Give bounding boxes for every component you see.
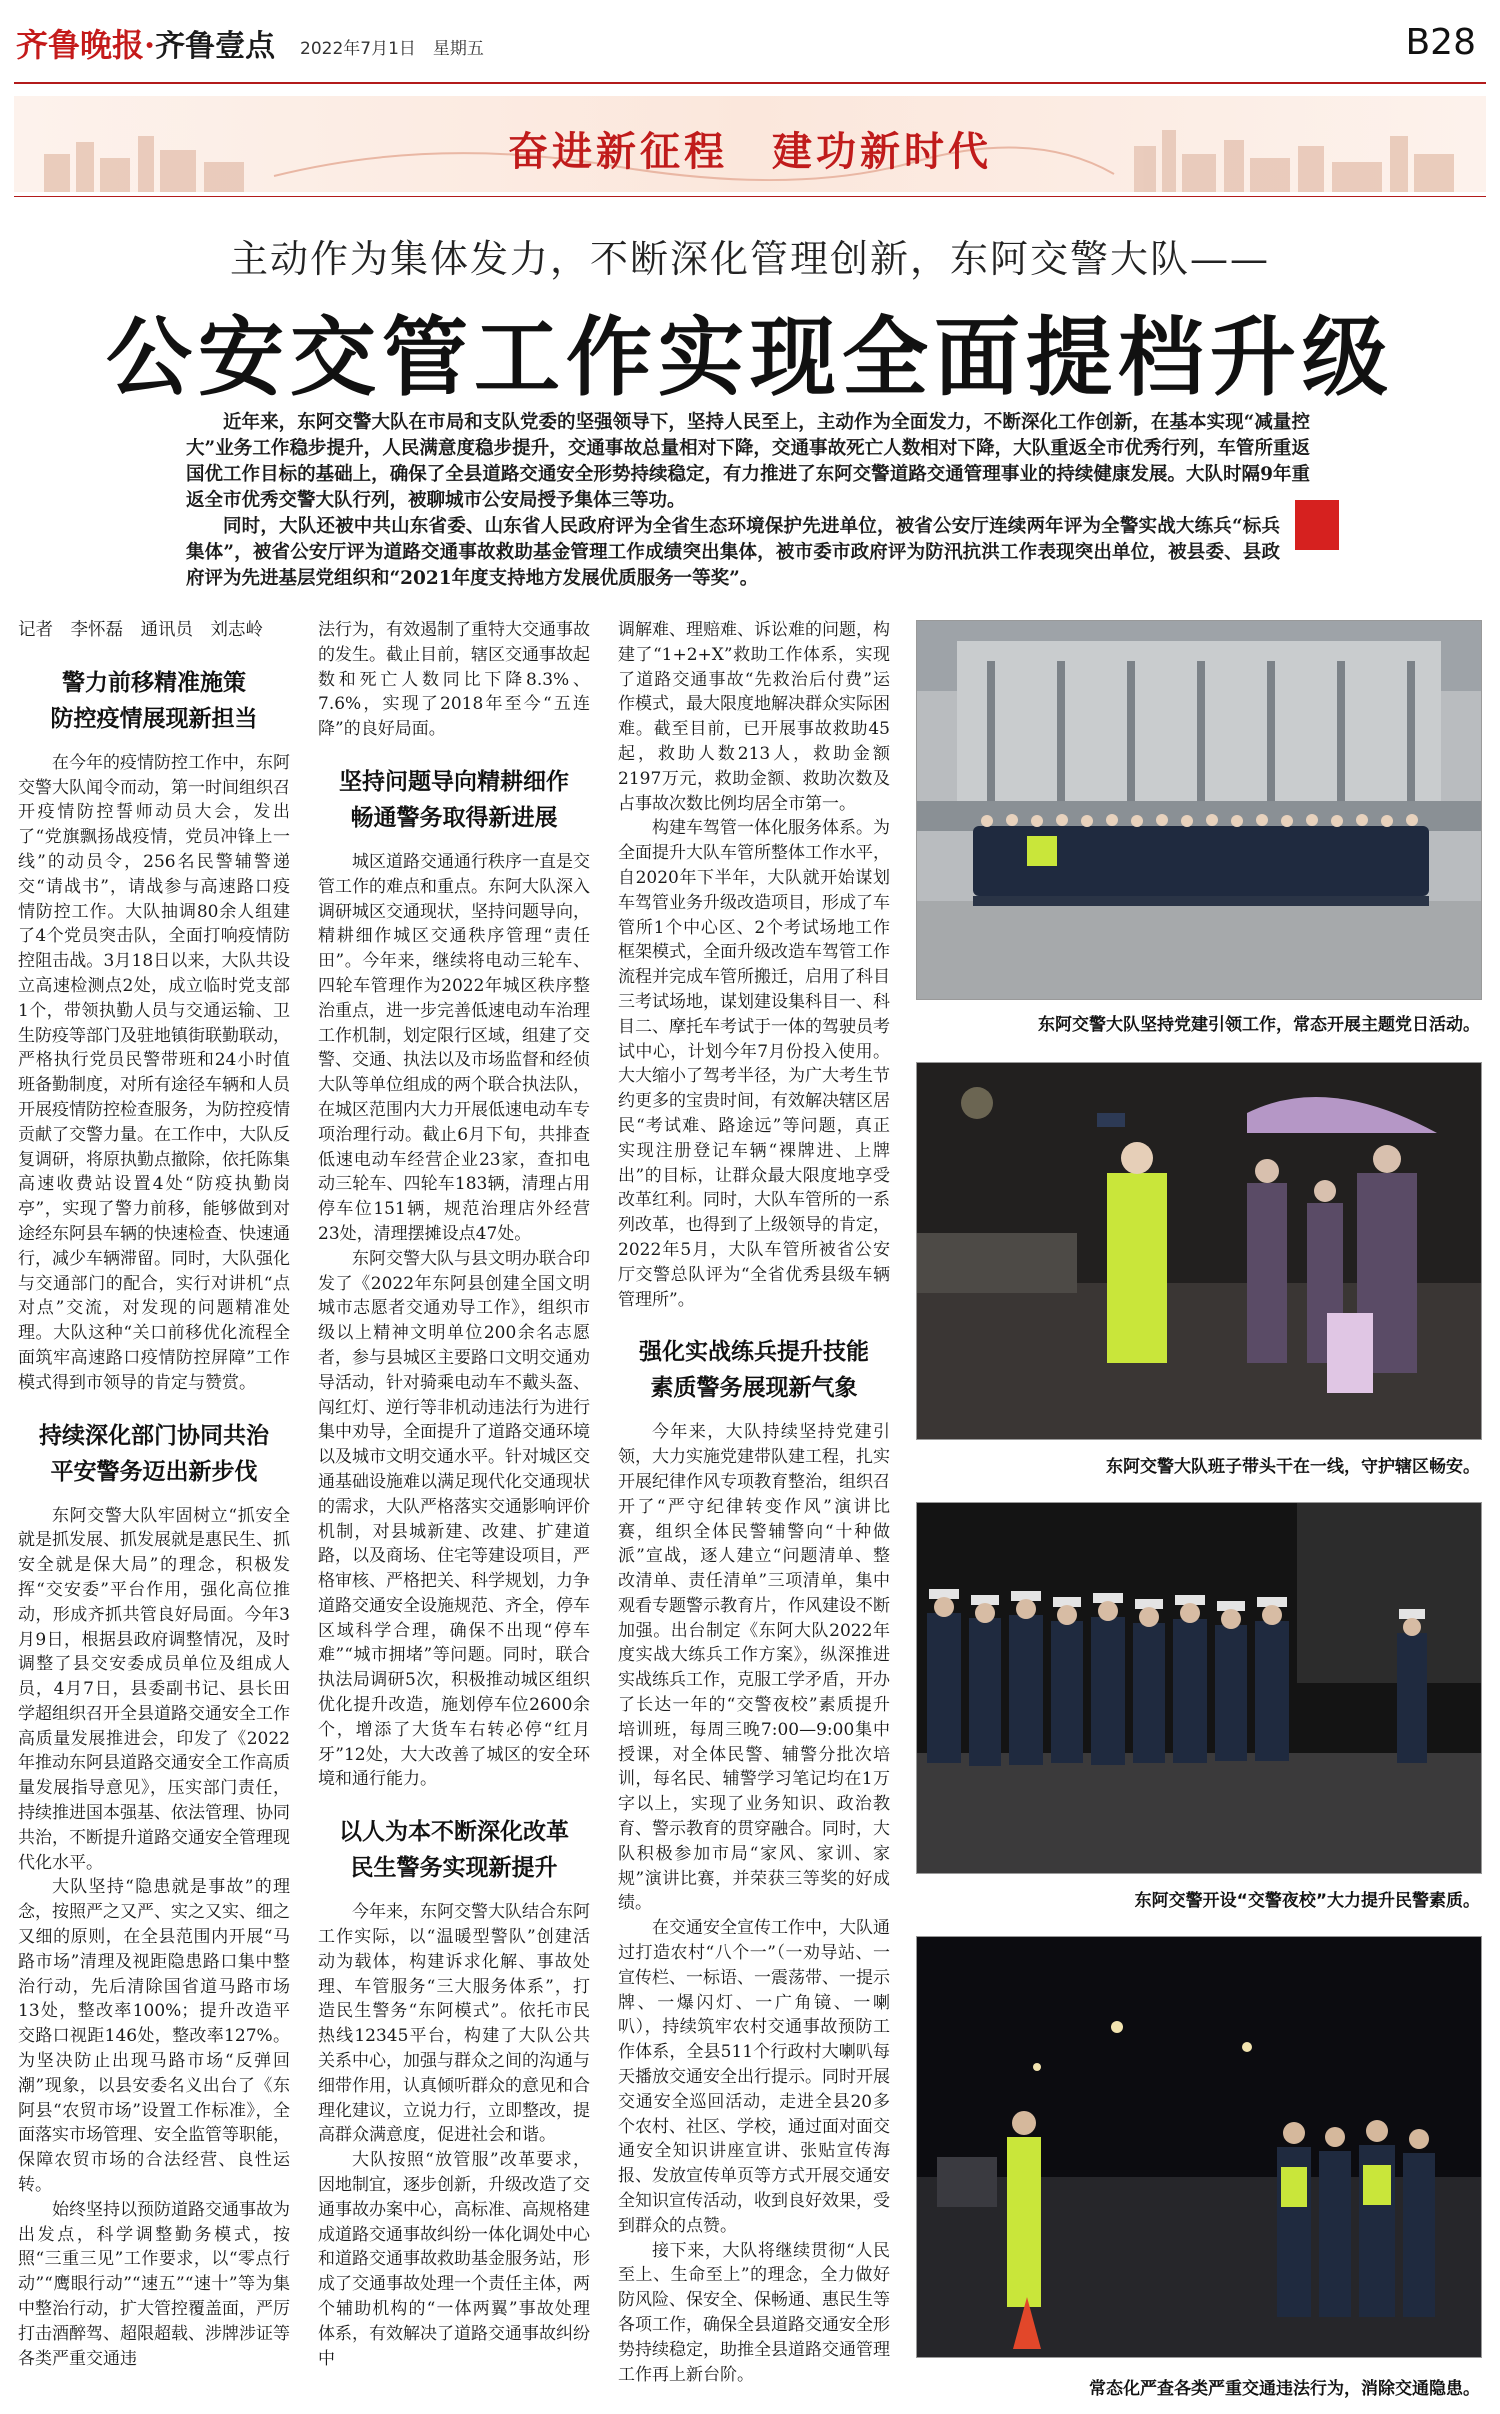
body-paragraph: 今年来，大队持续坚持党建引领，大力实施党建带队建工程，扎实开展纪律作风专项教育整治，组织召开了“严守纪律转变作风”演讲比赛，组织全体民警辅警向“十种做派”宣战，逐人建立“问题清单、整改清单、责任清单”三项清单，集中观看专题警示教育片，作风建设不断加强。出台制定《东阿大队2022年度实战大练兵工作方案》，纵深推进实战练兵工作，克服工学矛盾，开办了长达一年的“交警夜校”素质提升培训班，每周三晚7:00—9:00集中授课，对全体民警、辅警分批次培训，每名民、辅警学习笔记均在1万字以上，实现了业务知识、政治教育、警示教育的贯穿融合。同时，大队积极参加市局“家风、家训、家规”演讲比赛，并荣获三等奖的好成绩。 (618, 1422, 890, 1914)
article-column-2 (318, 618, 590, 2371)
photo-enforcement-image (917, 1937, 1481, 2357)
section-subhead-line: 强化实战练兵提升技能 (639, 1338, 869, 1366)
section-subhead (318, 1814, 590, 1886)
section-subhead-line: 畅通警务取得新进展 (350, 803, 558, 831)
byline: 记者 李怀磊 通讯员 刘志岭 (18, 620, 263, 640)
body-paragraph: 东阿交警大队与县文明办联合印发了《2022年东阿县创建全国文明城市志愿者交通劝导工作》，组织市级以上精神文明单位200余名志愿者，参与县城区主要路口文明交通劝导活动，针对骑乘电动车不戴头盔、闯红灯、逆行等非机动违法行为进行集中劝导，全面提升了道路交通环境以及城市文明交通水平。针对城区交通基础设施难以满足现代化交通现状的需求，大队严格落实交通影响评价机制，对县城新建、改建、扩建道路，以及商场、住宅等建设项目，严格审核、严格把关、科学规划，力争道路交通安全设施规范、齐全，停车区域科学合理，确保不出现“停车难”“城市拥堵”等问题。同时，联合执法局调研5次，积极推动城区组织优化提升改造，施划停车位2600余个，增添了大货车右转必停“红月牙”12处，大大改善了城区的安全环境和通行能力。 (318, 1248, 590, 1790)
body-paragraph: 始终坚持以预防道路交通事故为出发点，科学调整勤务模式，按照“三重三见”工作要求，以“零点行动”“鹰眼行动”“速五”“速十”等为集中整治行动，扩大管控覆盖面，严厉打击酒醉驾、超限超载、涉牌涉证等各类严重交通违 (18, 2199, 290, 2369)
caption-night-school: 东阿交警开设“交警夜校”大力提升民警素质。 (1134, 1891, 1480, 1911)
section-subhead-line: 以人为本不断深化改革 (339, 1818, 569, 1846)
lead-paragraph-2: 同时，大队还被中共山东省委、山东省人民政府评为全省生态环境保护先进单位，被省公安厅连续两年评为全警实战大练兵“标兵集体”，被省公安厅评为道路交通事故救助基金管理工作成绩突出集体，被市委市政府评为防汛抗洪工作表现突出单位，被县委、县政府评为先进基层党组织和“2021年度支持地方发展优质服务一等奖”。 (186, 516, 1280, 589)
body-paragraph: 今年来，东阿交警大队结合东阿工作实际，以“温暖型警队”创建活动为载体，构建诉求化解、事故处理、车管服务“三大服务体系”，打造民生警务“东阿模式”。依托市民热线12345平台，构建了大队公共关系中心，加强与群众之间的沟通与细带作用，认真倾听群众的意见和合理化建议，立说力行，立即整改，提高群众满意度，促进社会和谐。 (318, 1902, 590, 2146)
section-subhead-line: 防控疫情展现新担当 (50, 704, 258, 732)
body-paragraph: 大队按照“放管服”改革要求，因地制宜，逐步创新，升级改造了交通事故办案中心，高标准、高规格建成道路交通事故纠纷一体化调处中心和道路交通事故救助基金服务站，形成了交通事故处理一个责任主体，两个辅助机构的“一体两翼”事故处理体系，有效解决了道路交通事故纠纷中 (318, 2150, 590, 2369)
photo-night-guard (916, 1062, 1482, 1440)
slogan-banner (14, 96, 1486, 192)
paper-name: 齐鲁晚报 (16, 26, 145, 64)
logo-separator: · (144, 26, 156, 64)
section-subhead (18, 1418, 290, 1490)
section-subhead-line: 民生警务实现新提升 (350, 1854, 558, 1882)
body-paragraph: 法行为，有效遏制了重特大交通事故的发生。截止目前，辖区交通事故起数和死亡人数同比下降8.3%、7.6%，实现了2018年至今“五连降”的良好局面。 (318, 620, 590, 740)
article-column-3 (618, 618, 890, 2387)
section-subhead-line: 素质警务展现新气象 (650, 1374, 858, 1402)
page-number: B28 (1405, 22, 1476, 63)
body-paragraph: 接下来，大队将继续贯彻“人民至上、生命至上”的理念，全力做好防风险、保安全、保畅通、惠民生等各项工作，确保全县道路交通安全形势持续稳定，助推全县道路交通管理工作再上新台阶。 (618, 2240, 890, 2385)
section-subhead (318, 764, 590, 836)
body-paragraph: 城区道路交通通行秩序一直是交管工作的难点和重点。东阿大队深入调研城区交通现状，坚持问题导向，精耕细作城区交通秩序管理“责任田”。今年来，继续将电动三轮车、四轮车管理作为2022年城区秩序整治重点，进一步完善低速电动车治理工作机制，划定限行区域，组建了交警、交通、执法以及市场监督和经侦大队等单位组成的两个联合执法队，在城区范围内大力开展低速电动车专项治理行动。截止6月下旬，共排查低速电动车经营企业23家，查扣电动三轮车、四轮车183辆，清理占用停车位151辆，规范治理店外经营23处，清理摆摊设点47处。 (318, 851, 590, 1244)
section-subhead-line: 持续深化部门协同共治 (39, 1421, 269, 1449)
body-paragraph: 在今年的疫情防控工作中，东阿交警大队闻令而动，第一时间组织召开疫情防控誓师动员大会，发出了“党旗飘扬战疫情，党员冲锋上一线”的动员令，256名民警辅警递交“请战书”，请战参与高速路口疫情防控工作。大队抽调80余人组建了4个党员突击队，全面打响疫情防控阻击战。3月18日以来，大队共设立高速检测点2处，成立临时党支部1个，带领执勤人员与交通运输、卫生防疫等部门及驻地镇街联勤联动，严格执行党员民警带班和24小时值班备勤制度，对所有途径车辆和人员开展疫情防控检查服务，为防控疫情贡献了交警力量。在工作中，大队反复调研，将原执勤点撤除，依托陈集高速收费站设置4处“防疫执勤岗亭”，实现了警力前移，能够做到对途经东阿县车辆的快速检查、快速通行，减少车辆滞留。同时，大队强化与交通部门的配合，实行对讲机“点对点”交流，对发现的问题精准处理。大队这种“关口前移优化流程全面筑牢高速路口疫情防控屏障”工作模式得到市领导的肯定与赞赏。 (18, 752, 290, 1393)
caption-enforcement: 常态化严查各类严重交通违法行为，消除交通隐患。 (1089, 2379, 1480, 2399)
issue-date: 2022年7月1日 星期五 (300, 39, 484, 59)
article-headline: 公安交管工作实现全面提档升级 (106, 307, 1394, 408)
photo-party-day (916, 620, 1482, 1000)
section-subhead-line: 平安警务迈出新步伐 (50, 1457, 258, 1485)
photo-enforcement (916, 1936, 1482, 2358)
lead-red-marker (1295, 500, 1339, 550)
body-paragraph: 构建车驾管一体化服务体系。为全面提升大队车管所整体工作水平，自2020年下半年，大队就开始谋划车驾管业务升级改造项目，形成了车管所1个中心区、2个考试场地工作框架模式，全面升级改造车驾管工作流程并完成车管所搬迁，启用了科目三考试场地，谋划建设集科目一、科目二、摩托车考试于一体的驾驶员考试中心，计划今年7月份投入使用。大大缩小了驾考半径，为广大考生节约更多的宝贵时间，有效解决辖区居民“考试难、路途远”等问题，真正实现注册登记车辆“裸牌进、上牌出”的目标，让群众最大限度地享受改革红利。同时，大队车管所的一系列改革，也得到了上级领导的肯定，2022年5月，大队车管所被省公安厅交警总队评为“全省优秀县级车辆管理所”。 (618, 818, 890, 1310)
masthead-logo (16, 20, 275, 66)
body-paragraph: 大队坚持“隐患就是事故”的理念，按照严之又严、实之又实、细之又细的原则，在全县范围内开展“马路市场”清理及视距隐患路口集中整治行动，先后清除国省道马路市场13处，整改率100%；提升改造平交路口视距146处，整改率127%。为坚决防止出现马路市场“反弹回潮”现象，以县安委名义出台了《东阿县“农贸市场”设置工作标准》，全面落实市场管理、安全监管等职能，保障农贸市场的合法经营、良性运转。 (18, 1877, 290, 2196)
section-subhead-line: 警力前移精准施策 (62, 668, 246, 696)
section-subhead (18, 665, 290, 737)
top-rule (14, 82, 1486, 84)
article-column-1 (18, 618, 290, 2371)
photo-party-day-image (917, 621, 1481, 999)
body-paragraph: 调解难、理赔难、诉讼难的问题，构建了“1+2+X”救助工作体系，实现了道路交通事故“先救治后付费”运作模式，最大限度地解决群众实际困难。截至目前，已开展事故救助45起，救助人数213人，救助金额2197万元，救助金额、救助次数及占事故次数比例均居全市第一。 (618, 620, 890, 814)
caption-party-day: 东阿交警大队坚持党建引领工作，常态开展主题党日活动。 (1038, 1015, 1480, 1035)
photo-night-school-image (917, 1503, 1481, 1873)
body-paragraph: 东阿交警大队牢固树立“抓安全就是抓发展、抓发展就是惠民生、抓安全就是保大局”的理念，积极发挥“交安委”平台作用，强化高位推动，形成齐抓共管良好局面。今年3月9日，根据县政府调整情况，及时调整了县交安委成员单位及组成人员，4月7日，县委副书记、县长田学超组织召开全县道路交通安全工作高质量发展推进会，印发了《2022年推动东阿县道路交通安全工作高质量发展指导意见》，压实部门责任，持续推进国本强基、依法管理、协同共治，不断提升道路交通安全管理现代化水平。 (18, 1505, 290, 1873)
caption-night-guard: 东阿交警大队班子带头干在一线，守护辖区畅安。 (1106, 1457, 1480, 1477)
banner-slogan: 奋进新征程 建功新时代 (508, 128, 992, 175)
photo-night-guard-image (917, 1063, 1481, 1439)
article-kicker: 主动作为集体发力，不断深化管理创新，东阿交警大队—— (229, 237, 1270, 281)
body-paragraph: 在交通安全宣传工作中，大队通过打造农村“八个一”（一劝导站、一宣传栏、一标语、一震荡带、一提示牌、一爆闪灯、一广角镜、一喇叭），持续筑牢农村交通事故预防工作体系，全县511个行政村大喇叭每天播放交通安全出行提示。同时开展交通安全巡回活动，走进全县20多个农村、社区、学校，通过面对面交通安全知识讲座宣讲、张贴宣传海报、发放宣传单页等方式开展交通安全知识宣传活动，收到良好效果，受到群众的点赞。 (618, 1918, 890, 2236)
photo-night-school (916, 1502, 1482, 1874)
sub-brand: 齐鲁壹点 (155, 29, 276, 64)
lead-paragraph-1: 近年来，东阿交警大队在市局和支队党委的坚强领导下，坚持人民至上，主动作为全面发力，不断深化工作创新，在基本实现“减量控大”业务工作稳步提升，人民满意度稳步提升，交通事故总量相对下降，交通事故死亡人数相对下降，大队重返全市优秀行列，车管所重返国优工作目标的基础上，确保了全县道路交通安全形势持续稳定，有力推进了东阿交警道路交通管理事业的持续健康发展。大队时隔9年重返全市优秀交警大队行列，被聊城市公安局授予集体三等功。 (186, 412, 1310, 511)
section-subhead-line: 坚持问题导向精耕细作 (339, 767, 569, 795)
banner-rule (14, 196, 1486, 197)
section-subhead (618, 1334, 890, 1406)
